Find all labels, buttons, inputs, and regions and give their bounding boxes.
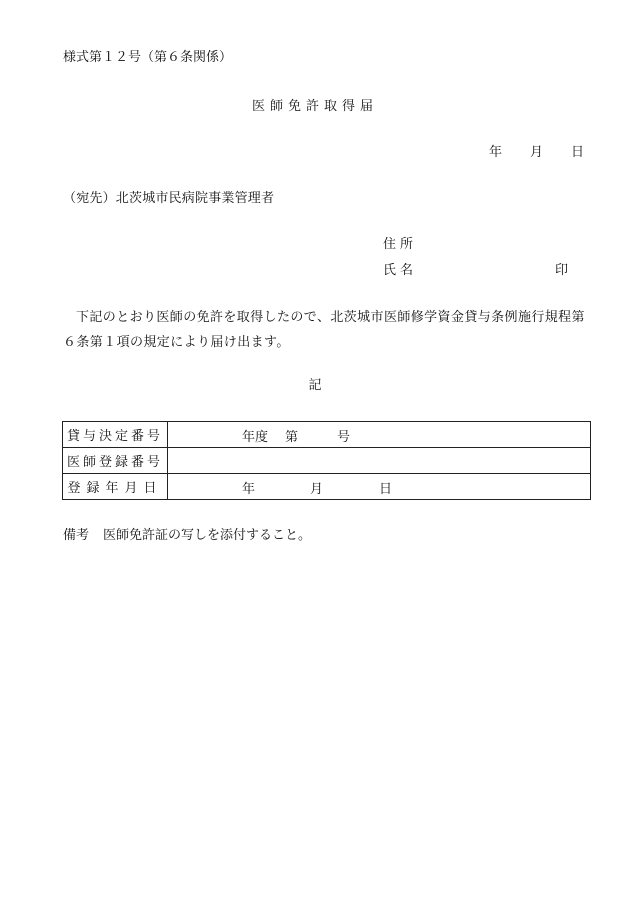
table-row (63, 474, 591, 500)
physician-registration-number-field[interactable] (168, 448, 591, 474)
fiscal-year-label: 年度 (242, 430, 269, 445)
seal-label: 印 (555, 263, 569, 278)
ki-heading: 記 (308, 378, 322, 393)
registration-month-label: 月 (310, 482, 324, 497)
loan-decision-number-field[interactable] (168, 422, 591, 448)
date-year-label: 年 (489, 145, 503, 160)
registration-date-label: 登録年月日 (63, 474, 168, 500)
name-label: 氏名 (383, 263, 418, 278)
body-text: 下記のとおり医師の免許を取得したので、北茨城市医師修学資金貸与条例施行規程第６条第１項の規定により届け出ます。 (63, 310, 585, 350)
remarks (63, 528, 311, 544)
form-number: 様式第１２号（第６条関係） (63, 50, 233, 65)
submission-date (489, 145, 584, 161)
registration-date-field[interactable] (168, 474, 591, 500)
table-row (63, 422, 591, 448)
registration-day-label: 日 (379, 482, 393, 497)
remarks-text: 医師免許証の写しを添付すること。 (103, 528, 312, 543)
number-suffix-label: 号 (337, 430, 351, 445)
physician-registration-number-label: 医師登録番号 (63, 448, 168, 474)
date-month-label: 月 (530, 145, 544, 160)
addressee: （宛先）北茨城市民病院事業管理者 (63, 191, 275, 206)
table-row (63, 448, 591, 474)
remarks-label: 備考 (63, 528, 90, 543)
address-label: 住所 (383, 237, 418, 252)
registration-year-label: 年 (242, 482, 256, 497)
date-day-label: 日 (571, 145, 585, 160)
loan-decision-number-label: 貸与決定番号 (63, 422, 168, 448)
number-prefix-label: 第 (285, 430, 299, 445)
document-title: 医師免許取得届 (251, 99, 378, 114)
info-table (62, 421, 591, 500)
